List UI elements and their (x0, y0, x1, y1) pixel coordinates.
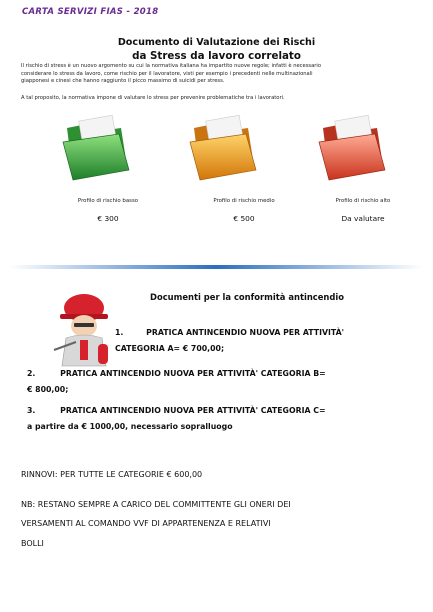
nb-line1: NB: RESTANO SEMPRE A CARICO DEL COMMITTENTE GLI ONERI DEI (21, 500, 291, 509)
fire-item-2-number: 2. (27, 369, 36, 378)
stress-paragraph (21, 63, 416, 86)
risk-label-medium: Profilo di rischio medio (213, 198, 275, 204)
price-low: € 300 (97, 214, 119, 223)
fire-item-2-line2: € 800,00; (27, 385, 69, 394)
folder-green-icon (61, 112, 131, 184)
fire-item-3-line1 (27, 403, 326, 419)
page-header: CARTA SERVIZI FIAS - 2018 (22, 7, 159, 17)
stress-paragraph-line: considerare lo stress da lavoro, come rischio per il lavoratore, visti per esempio i precedenti nelle multinazionali (21, 70, 313, 77)
nb-line2: VERSAMENTI AL COMANDO VVF DI APPARTENENZA E RELATIVI (21, 519, 271, 528)
risk-label-high: Profilo di rischio alto (335, 198, 391, 204)
risk-label-low: Profilo di rischio basso (77, 198, 139, 204)
rinnovi-text: RINNOVI: PER TUTTE LE CATEGORIE € 600,00 (21, 470, 203, 479)
stress-paragraph-line: giapponesi e cinesi che hanno raggiunto il picco massimo di suicidi per stress. (21, 78, 225, 85)
fire-item-3-line2: a partire da € 1000,00, necessario sopralluogo (27, 422, 233, 431)
fire-item-1-text: PRATICA ANTINCENDIO NUOVA PER ATTIVITÀ' (146, 328, 345, 337)
antincendio-title: Documenti per la conformità antincendio (150, 292, 345, 302)
firefighter-icon (50, 288, 122, 368)
fire-item-2-line1 (27, 366, 326, 382)
price-high: Da valutare (341, 214, 385, 223)
section-divider (10, 265, 422, 269)
stress-paragraph-2: A tal proposito, la normativa impone di valutare lo stress per prevenire problematiche tra i lavoratori. (21, 95, 285, 101)
price-medium: € 500 (233, 214, 255, 223)
fire-item-1-number: 1. (115, 328, 124, 337)
stress-paragraph-line: Il rischio di stress è un nuovo argomento su cui la normativa italiana ha impartito nuove regole; infatti è necessario (21, 63, 322, 69)
fire-item-3-text: PRATICA ANTINCENDIO NUOVA PER ATTIVITÀ' CATEGORIA C= (60, 406, 326, 415)
fire-item-3-number: 3. (27, 406, 36, 415)
nb-line3: BOLLI (21, 539, 44, 548)
folder-red-icon (317, 112, 387, 184)
fire-item-1-line2: CATEGORIA A= € 700,00; (115, 344, 225, 353)
fire-item-1-line1 (115, 325, 344, 341)
stress-title-line1: Documento di Valutazione dei Rischi (117, 37, 316, 48)
folder-orange-icon (188, 112, 258, 184)
stress-title-line2: da Stress da lavoro correlato (132, 50, 301, 62)
fire-item-2-text: PRATICA ANTINCENDIO NUOVA PER ATTIVITÀ' CATEGORIA B= (60, 369, 326, 378)
